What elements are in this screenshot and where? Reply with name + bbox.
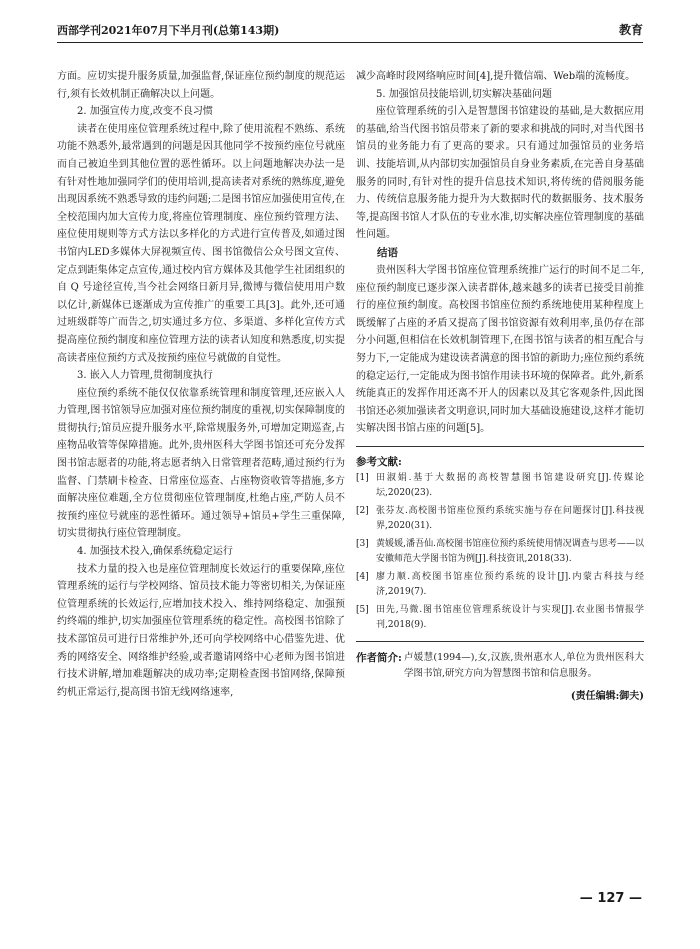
paragraph: 读者在使用座位管理系统过程中,除了使用流程不熟练、系统功能不熟悉外,最常遇到的问题是因其他同学不按预约座位号就座而自己被迫坐到其他位置的恶性循环。以上问题地解决办法一是有针对性地加强同学们的使用培训,提高读者对系统的熟练度,避免出现因系统不熟悉导致的违约问题;二是图书馆应加强使用宣传,在全校范围内加大宣传力度,将座位管理制度、座位预约管理方法、座位使用规则等方式方法以多样化的方式进行宣传普及,如通过图书馆内LED多媒体大屏视频宣传、图书馆微信公众号图文宣传、定点到距集体定点宣传,通过校内官方媒体及其他学生社团组织的自 Q 号途径宣传,当今社会网络日新月异,微博与微信使用用户数以亿计,新媒体已逐渐成为宣传推广的重要工具[3]。此外,还可通过班级群等广而告之,切实通过多方位、多渠道、多样化宣传方式提高座位预约制度和座位管理方法的读者认知度和熟悉度,切实提高读者座位预约方式及按预约座位号就做的自觉性。 bbox=[57, 123, 345, 364]
responsible-editor: (责任编辑:御夫) bbox=[570, 690, 644, 702]
reference-index: [2] bbox=[356, 505, 369, 516]
bio-text: 卢媛慧(1994—),女,汉族,贵州惠水人,单位为贵州医科大学图书馆,研究方向为智慧图书馆和信息服务。 bbox=[404, 651, 644, 679]
reference-item bbox=[356, 603, 644, 633]
paragraph: 方面。应切实提升服务质量,加强监督,保证座位预约制度的规范运行,须有长效机制正确解决以上问题。 bbox=[57, 71, 345, 100]
page-number: — 127 — bbox=[579, 891, 642, 906]
conclusion-heading: 结语 bbox=[377, 246, 398, 259]
reference-text: 张芬友.高校图书馆座位预约系统实施与存在问题探讨[J].科技视界,2020(31). bbox=[376, 505, 644, 531]
reference-index: [1] bbox=[356, 472, 369, 483]
page-header bbox=[57, 20, 643, 43]
journal-title: 西部学刊2021年07月下半月刊(总第143期) bbox=[57, 24, 280, 37]
section-label: 教育 bbox=[618, 23, 643, 37]
references-heading: 参考文献: bbox=[356, 446, 644, 471]
reference-item bbox=[356, 504, 644, 534]
bio-label: 作者简介: bbox=[356, 651, 402, 664]
reference-index: [4] bbox=[356, 571, 369, 582]
reference-text: 田淑娟.基于大数据的高校智慧图书馆建设研究[J].传媒论坛,2020(23). bbox=[376, 472, 644, 498]
reference-text: 廖力顺.高校图书馆座位预约系统的设计[J].内蒙古科技与经济,2019(7). bbox=[376, 571, 644, 597]
paragraph: 座位管理系统的引入是智慧图书馆建设的基础,是大数据应用的基础,给当代图书馆员带来了新的要求和挑战的同时,对当代图书馆员的业务能力有了更高的要求。只有通过加强馆员的业务培训、技能培训,从内部切实加强馆员自身业务素质,在完善自身基础服务的同时,有针对性的提升信息技术知识,将传统的借阅服务能力、传统信息服务能力提升为大数据时代的数据服务、技术服务等,提高图书馆人才队伍的专业水准,切实解决座位管理制度的基础性问题。 bbox=[356, 106, 644, 241]
subsection-heading: 3. 嵌入人力管理,贯彻制度执行 bbox=[77, 370, 213, 382]
reference-index: [5] bbox=[356, 604, 369, 615]
reference-text: 田先,马微.图书馆座位管理系统设计与实现[J].农业图书情报学刊,2018(9). bbox=[376, 604, 644, 630]
paragraph: 减少高峰时段网络响应时间[4],提升微信端、Web端的流畅度。 bbox=[356, 71, 636, 82]
reference-item bbox=[356, 570, 644, 600]
bio-divider bbox=[356, 641, 644, 642]
reference-index: [3] bbox=[356, 538, 369, 549]
reference-item bbox=[356, 471, 644, 501]
paragraph: 技术力量的投入也是座位管理制度长效运行的重要保障,座位管理系统的运行与学校网络、馆员技术能力等密切相关,为保证座位管理系统的长效运行,应增加技术投入、维持网络稳定、加强预约终端的维护,切实加强座位管理系统的稳定性。高校图书馆除了技术部馆员可进行日常维护外,还可向学校网络中心借鉴先进、优秀的网络安全、网络维护经验,或者邀请网络中心老师为图书馆进行技术讲解,增加难题解决的成功率;定期检查图书馆网络,保障预约机正常运行,提高图书馆无线网络速率, bbox=[57, 563, 345, 698]
right-column bbox=[356, 68, 644, 705]
subsection-heading: 2. 加强宣传力度,改变不良习惯 bbox=[77, 106, 213, 118]
subsection-heading: 4. 加强技术投入,确保系统稳定运行 bbox=[77, 546, 233, 558]
references-list bbox=[356, 471, 644, 633]
conclusion-paragraph: 贵州医科大学图书馆座位管理系统推广运行的时间不足二年,座位预约制度已逐步深入读者群体,越来越多的读者已接受目前推行的座位预约制度。高校图书馆座位预约系统地使用某种程度上既缓解了占座的矛盾又提高了图书馆资源有效利用率,虽仍存在部分小问题,但相信在长效机制管理下,在图书馆与读者的相互配合与努力下,一定能成为建设读者满意的图书馆的新助力;座位预约系统的稳定运行,一定能成为图书馆作用读书环境的保障者。此外,新系统能真正的发挥作用还离不开人的因素以及其它客观条件,因此图书馆还必须加强读者文明意识,同时加大基础设施建设,这样才能切实解决图书馆占座的问题[5]。 bbox=[356, 264, 644, 435]
paragraph: 座位预约系统不能仅仅依靠系统管理和制度管理,还应嵌入人力管理,图书馆领导应加强对座位预约制度的重视,切实保障制度的贯彻执行;馆员应提升服务水平,除常规服务外,可增加定期巡查,占座物品收管等保障措施。此外,贵州医科大学图书馆还可充分发挥图书馆志愿者的功能,将志愿者纳入日常管理者范畴,通过预约行为监督、门禁刷卡检查、日常座位巡查、占座物资收管等措施,多方面解决座位难题,全方位贯彻座位管理制度,杜绝占座,严防人员不按预约座位号就座的恶性循环。通过领导+馆员+学生三重保障,切实贯彻执行座位管理制度。 bbox=[57, 387, 345, 540]
subsection-heading: 5. 加强馆员技能培训,切实解决基础问题 bbox=[376, 88, 552, 100]
left-column bbox=[57, 68, 345, 701]
author-bio bbox=[356, 650, 644, 682]
reference-item bbox=[356, 537, 644, 567]
reference-text: 黄媛媛,潘吾仙.高校图书馆座位预约系统使用情况调查与思考——以安徽师范大学图书馆为例[J].科技资讯,2018(33). bbox=[376, 538, 644, 564]
